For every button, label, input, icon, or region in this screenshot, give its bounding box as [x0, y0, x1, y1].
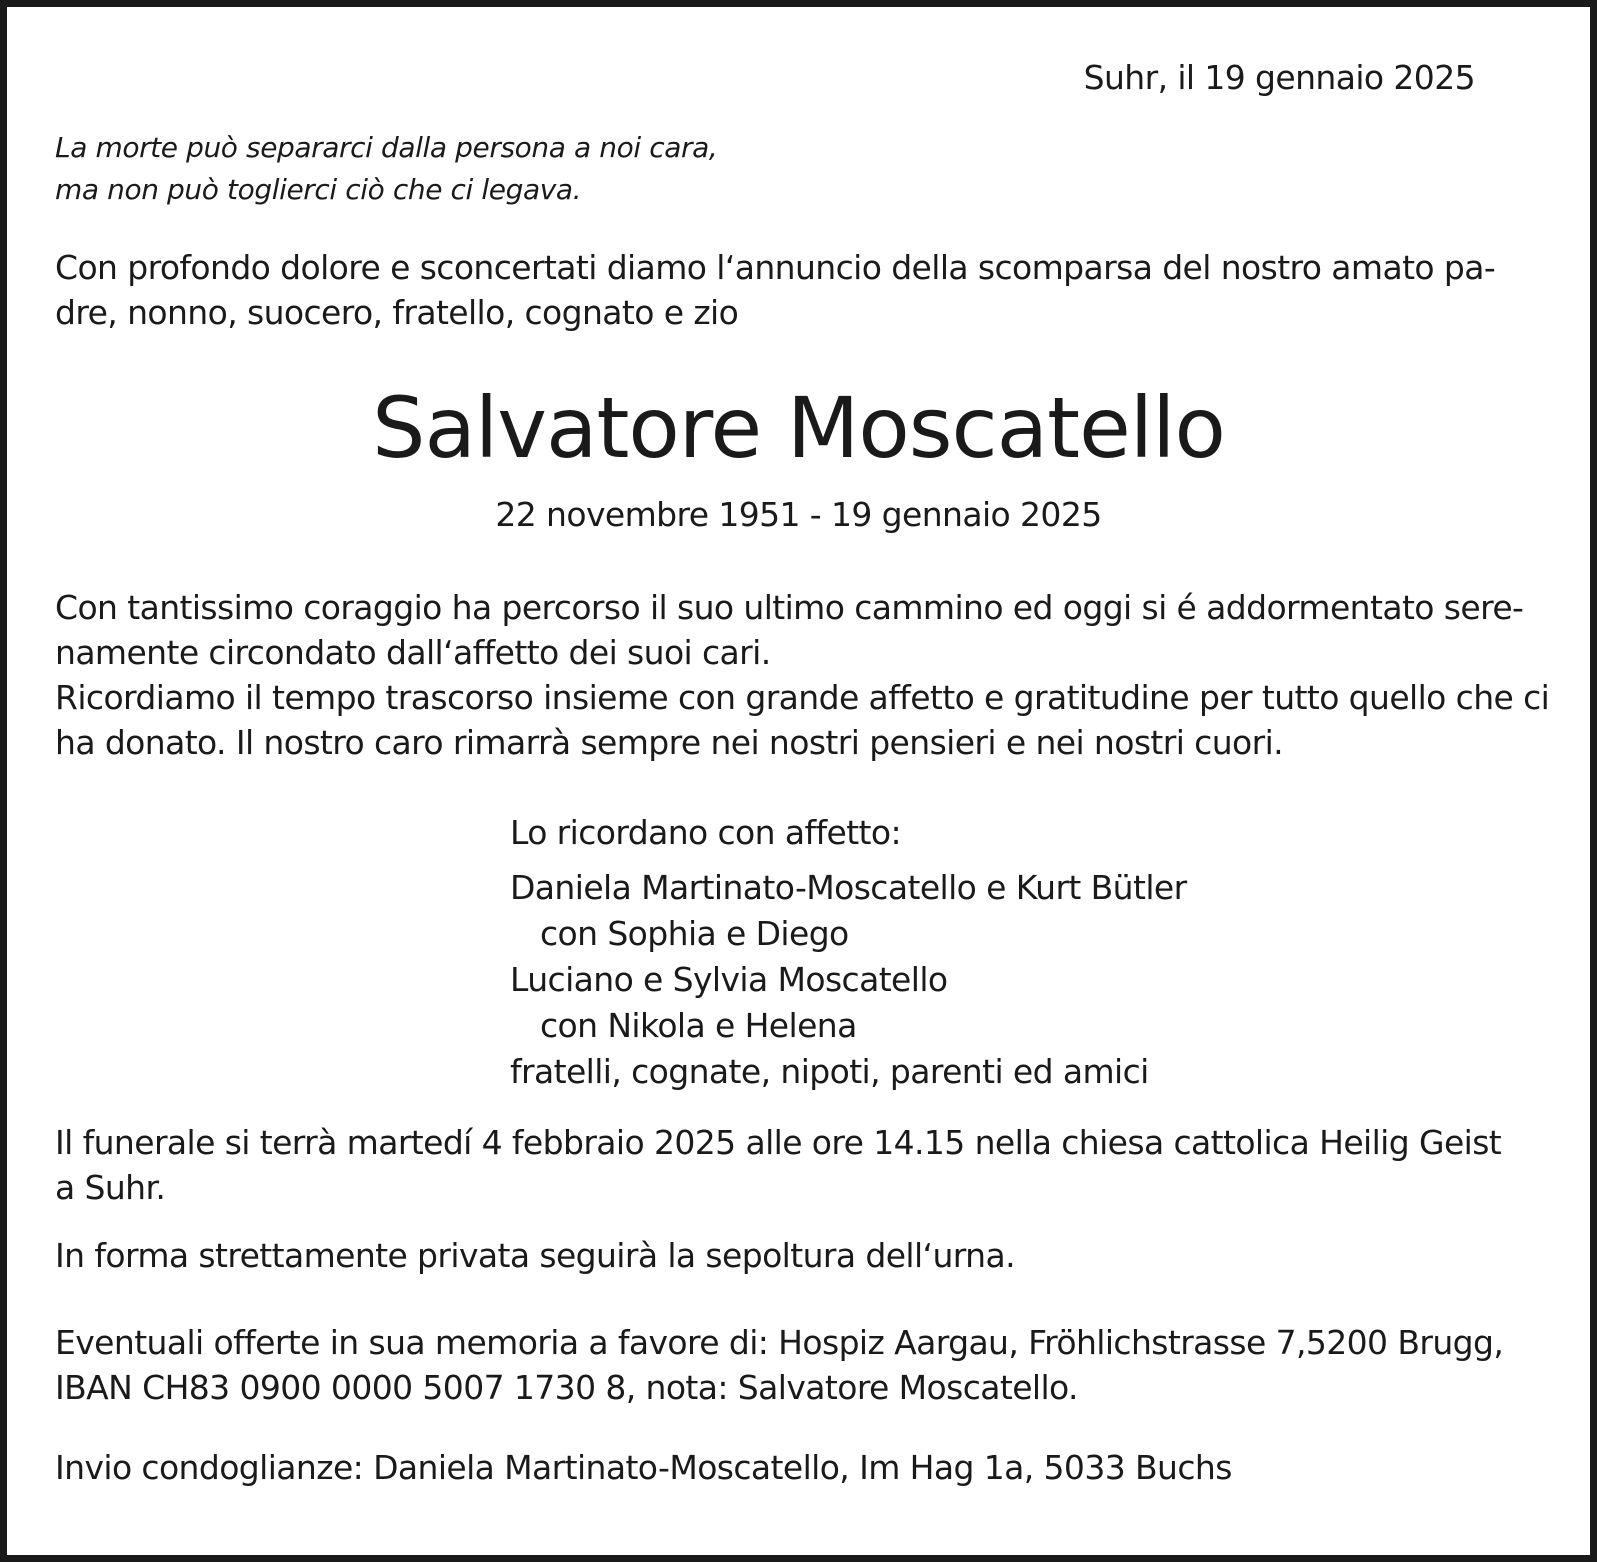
donations-line: Eventuali offerte in sua memoria a favore di: Hospiz Aargau, Fröhlichstrasse 7,5200 Brugg, [55, 1323, 1504, 1362]
farewell-message [55, 585, 1549, 765]
funeral-line: a Suhr. [55, 1168, 166, 1207]
quote-line: La morte può separarci dalla persona a noi cara, [55, 131, 718, 164]
funeral-info [55, 1120, 1501, 1210]
intro-line: Con profondo dolore e sconcertati diamo l‘annuncio della scomparsa del nostro amato pa- [55, 248, 1496, 287]
message-line: ha donato. Il nostro caro rimarrà sempre nei nostri pensieri e nei nostri cuori. [55, 723, 1284, 762]
message-line: Con tantissimo coraggio ha percorso il suo ultimo cammino ed oggi si é addormentato sere- [55, 588, 1524, 627]
donations-line: IBAN CH83 0900 0000 5007 1730 8, nota: Salvatore Moscatello. [55, 1368, 1078, 1407]
message-line: Ricordiamo il tempo trascorso insieme con grande affetto e gratitudine per tutto quello che ci [55, 678, 1550, 717]
mourner-line: con Sophia e Diego [540, 914, 849, 953]
burial-info: In forma strettamente privata seguirà la sepoltura dell‘urna. [55, 1236, 1015, 1275]
quote-line: ma non può toglierci ciò che ci legava. [55, 173, 582, 206]
announcement-intro [55, 245, 1495, 335]
mourner-line: con Nikola e Helena [540, 1006, 857, 1045]
message-line: namente circondato dall‘affetto dei suoi cari. [55, 633, 771, 672]
funeral-line: Il funerale si terrà martedí 4 febbraio 2025 alle ore 14.15 nella chiesa cattolica Heilig Geist [55, 1123, 1502, 1162]
mourner-line: Daniela Martinato-Moscatello e Kurt Bütler [510, 868, 1187, 907]
condolences-address: Invio condoglianze: Daniela Martinato-Moscatello, Im Hag 1a, 5033 Buchs [55, 1448, 1232, 1487]
epigraph-quote [55, 127, 717, 211]
lifespan-dates: 22 novembre 1951 - 19 gennaio 2025 [495, 495, 1102, 534]
mourners-title: Lo ricordano con affetto: [510, 813, 901, 852]
mourner-line: fratelli, cognate, nipoti, parenti ed amici [510, 1052, 1149, 1091]
mourners-list [510, 865, 1187, 1095]
intro-line: dre, nonno, suocero, fratello, cognato e zio [55, 293, 739, 332]
place-date: Suhr, il 19 gennaio 2025 [1083, 58, 1475, 97]
mourner-line: Luciano e Sylvia Moscatello [510, 960, 948, 999]
deceased-name: Salvatore Moscatello [372, 379, 1225, 477]
donations-info [55, 1320, 1503, 1410]
